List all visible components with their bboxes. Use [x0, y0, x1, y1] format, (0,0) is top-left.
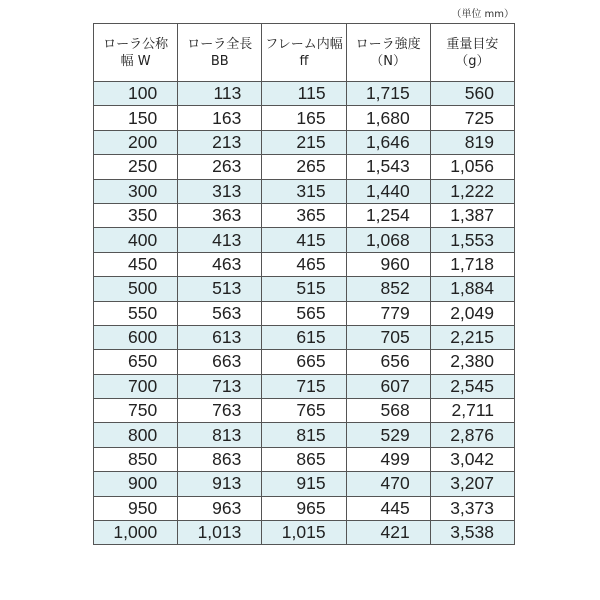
table-row [94, 374, 515, 398]
table-cell: 713 [178, 374, 262, 398]
table-cell: 1,680 [346, 106, 430, 130]
column-header [178, 24, 262, 82]
table-cell: 1,553 [430, 228, 514, 252]
table-row [94, 130, 515, 154]
table-cell: 3,538 [430, 521, 514, 545]
table-row [94, 155, 515, 179]
table-cell: 900 [94, 472, 178, 496]
table-row [94, 350, 515, 374]
table-cell: 213 [178, 130, 262, 154]
table-row [94, 472, 515, 496]
table-cell: 515 [262, 277, 346, 301]
table-cell: 763 [178, 399, 262, 423]
table-cell: 315 [262, 179, 346, 203]
table-cell: 815 [262, 423, 346, 447]
table-cell: 265 [262, 155, 346, 179]
table-cell: 470 [346, 472, 430, 496]
table-row [94, 301, 515, 325]
column-header-line1: フレーム内幅 [265, 36, 343, 52]
table-cell: 113 [178, 82, 262, 106]
table-cell: 3,373 [430, 496, 514, 520]
table-cell: 750 [94, 399, 178, 423]
column-header-line2: BB [210, 53, 229, 69]
table-cell: 2,049 [430, 301, 514, 325]
table-cell: 913 [178, 472, 262, 496]
table-cell: 615 [262, 325, 346, 349]
table-cell: 400 [94, 228, 178, 252]
table-cell: 313 [178, 179, 262, 203]
table-cell: 1,000 [94, 521, 178, 545]
table-cell: 863 [178, 447, 262, 471]
table-cell: 1,718 [430, 252, 514, 276]
table-cell: 915 [262, 472, 346, 496]
table-cell: 1,254 [346, 203, 430, 227]
column-header [94, 24, 178, 82]
table-row [94, 179, 515, 203]
table-cell: 813 [178, 423, 262, 447]
table-cell: 1,056 [430, 155, 514, 179]
table-cell: 463 [178, 252, 262, 276]
table-cell: 1,013 [178, 521, 262, 545]
table-cell: 200 [94, 130, 178, 154]
table-cell: 215 [262, 130, 346, 154]
table-cell: 663 [178, 350, 262, 374]
table-cell: 800 [94, 423, 178, 447]
column-header-line1: 重量目安 [446, 36, 499, 52]
table-row [94, 325, 515, 349]
table-cell: 413 [178, 228, 262, 252]
table-row [94, 106, 515, 130]
table-row [94, 423, 515, 447]
table-row [94, 277, 515, 301]
table-cell: 1,646 [346, 130, 430, 154]
column-header [430, 24, 514, 82]
table-row [94, 521, 515, 545]
table-cell: 415 [262, 228, 346, 252]
table-cell: 1,543 [346, 155, 430, 179]
header-row [94, 24, 515, 82]
column-header-line1: ローラ公称 [103, 36, 169, 52]
table-cell: 765 [262, 399, 346, 423]
table-row [94, 252, 515, 276]
table-cell: 563 [178, 301, 262, 325]
table-cell: 115 [262, 82, 346, 106]
table-cell: 705 [346, 325, 430, 349]
table-cell: 779 [346, 301, 430, 325]
table-cell: 1,715 [346, 82, 430, 106]
column-header-line1: ローラ全長 [187, 36, 253, 52]
table-row [94, 399, 515, 423]
table-cell: 2,545 [430, 374, 514, 398]
table-cell: 250 [94, 155, 178, 179]
table-cell: 613 [178, 325, 262, 349]
table-cell: 529 [346, 423, 430, 447]
table-cell: 700 [94, 374, 178, 398]
table-cell: 565 [262, 301, 346, 325]
table-cell: 163 [178, 106, 262, 130]
table-cell: 421 [346, 521, 430, 545]
table-cell: 950 [94, 496, 178, 520]
column-header-line2: （g） [455, 53, 490, 69]
table-cell: 100 [94, 82, 178, 106]
table-row [94, 496, 515, 520]
table-cell: 263 [178, 155, 262, 179]
table-cell: 850 [94, 447, 178, 471]
table-row [94, 203, 515, 227]
table-cell: 3,207 [430, 472, 514, 496]
table-cell: 350 [94, 203, 178, 227]
table-cell: 960 [346, 252, 430, 276]
table-cell: 1,387 [430, 203, 514, 227]
column-header-line2: （N） [370, 53, 407, 69]
table-cell: 1,440 [346, 179, 430, 203]
table-cell: 365 [262, 203, 346, 227]
table-cell: 450 [94, 252, 178, 276]
table-cell: 656 [346, 350, 430, 374]
table-cell: 363 [178, 203, 262, 227]
table-cell: 607 [346, 374, 430, 398]
table-cell: 2,215 [430, 325, 514, 349]
table-row [94, 82, 515, 106]
column-header-line2: 幅 W [120, 53, 151, 69]
unit-label: （単位 mm） [451, 9, 514, 20]
table-cell: 500 [94, 277, 178, 301]
table-cell: 1,222 [430, 179, 514, 203]
table-row [94, 447, 515, 471]
table-cell: 560 [430, 82, 514, 106]
column-header-line1: ローラ強度 [355, 36, 421, 52]
table-cell: 150 [94, 106, 178, 130]
table-cell: 2,380 [430, 350, 514, 374]
column-header-line2: ff [299, 53, 309, 69]
table-cell: 513 [178, 277, 262, 301]
table-cell: 865 [262, 447, 346, 471]
table-cell: 1,884 [430, 277, 514, 301]
table-cell: 650 [94, 350, 178, 374]
table-cell: 300 [94, 179, 178, 203]
table-cell: 1,068 [346, 228, 430, 252]
table-cell: 600 [94, 325, 178, 349]
table-cell: 965 [262, 496, 346, 520]
table-cell: 568 [346, 399, 430, 423]
table-cell: 550 [94, 301, 178, 325]
table-cell: 725 [430, 106, 514, 130]
roller-spec-table [93, 23, 515, 545]
table-cell: 445 [346, 496, 430, 520]
table-cell: 963 [178, 496, 262, 520]
table-cell: 465 [262, 252, 346, 276]
table-cell: 852 [346, 277, 430, 301]
table-row [94, 228, 515, 252]
table-cell: 3,042 [430, 447, 514, 471]
table-cell: 165 [262, 106, 346, 130]
column-header [346, 24, 430, 82]
table-cell: 499 [346, 447, 430, 471]
table-cell: 2,711 [430, 399, 514, 423]
column-header [262, 24, 346, 82]
table-cell: 715 [262, 374, 346, 398]
table-cell: 1,015 [262, 521, 346, 545]
table-cell: 665 [262, 350, 346, 374]
table-cell: 819 [430, 130, 514, 154]
table-cell: 2,876 [430, 423, 514, 447]
